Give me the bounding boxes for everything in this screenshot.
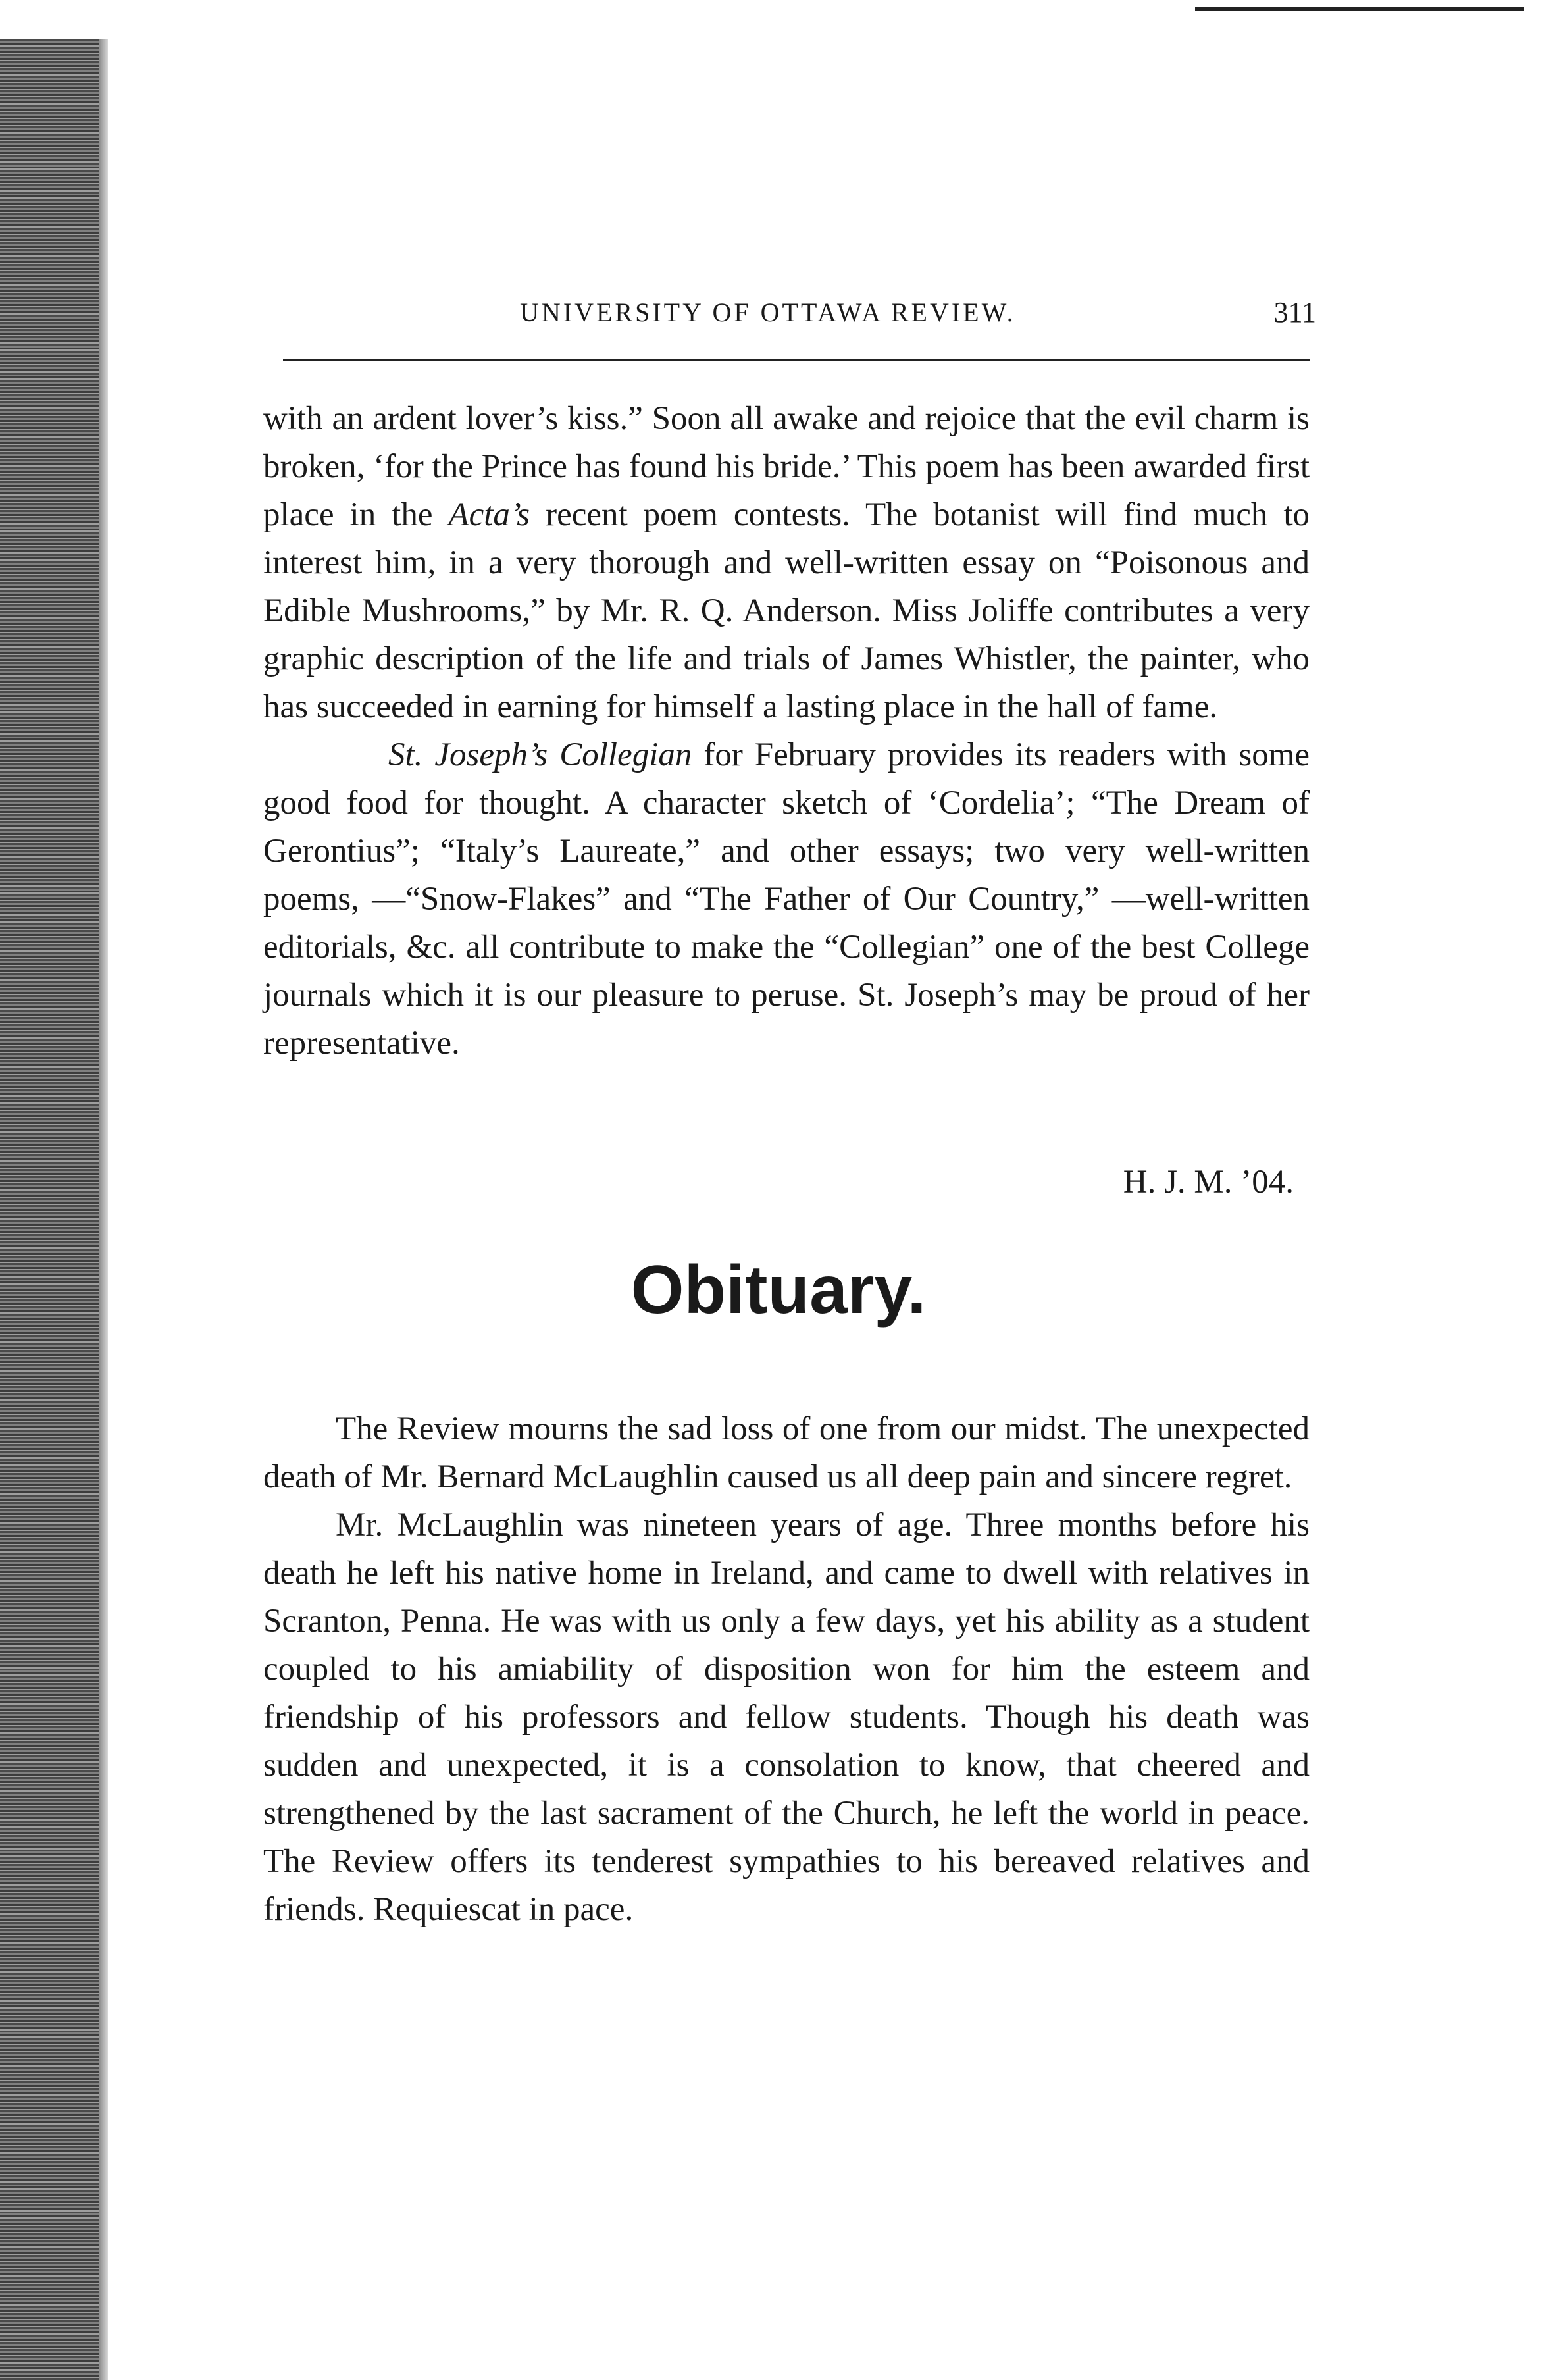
text-run: recent poem contests. The botanist will find much to interest him, in a very thorough and well-written essay on “Poisonous and Edible Mushrooms,” by Mr. R. Q. Anderson. Miss Joliffe contributes a very graphic description of the life and trials of James Whistler, the painter, who has succeeded in earning for himself a lasting place in the hall of fame. — [263, 496, 1310, 725]
obituary-paragraph-2: Mr. McLaughlin was nineteen years of age. Three months before his death he left his native home in Ireland, and came to dwell with relatives in Scranton, Penna. He was with us only a few days, yet his ability as a student coupled to his amiability of disposition won for him the esteem and friendship of his professors and fellow students. Though his death was sudden and unexpected, it is a consolation to know, that cheered and strengthened by the last sacrament of the Church, he left the world in peace. The Review offers its tenderest sympathies to his bereaved relatives and friends. Requiescat in pace. — [263, 1507, 1310, 1928]
book-spine-shadow — [0, 39, 99, 2380]
header-rule — [283, 359, 1310, 361]
page-number: 311 — [1273, 296, 1316, 328]
author-signature: H. J. M. ’04. — [1123, 1164, 1294, 1201]
paragraph-collegian-review — [263, 731, 1310, 1068]
running-head — [257, 290, 1323, 336]
section-title-obituary: Obituary. — [630, 1252, 927, 1328]
exchange-notes — [263, 395, 1310, 1068]
journal-title-acta: Acta’s — [448, 496, 530, 533]
running-title: UNIVERSITY OF OTTAWA REVIEW. — [520, 298, 1016, 327]
obituary-paragraph-1: The Review mourns the sad loss of one from our midst. The unexpected death of Mr. Bernard McLaughlin caused us all deep pain and sincere regret. — [263, 1410, 1310, 1495]
text-run: with an ardent lover’s kiss.” Soon all awake and rejoice that the evil charm is broken, ‘for the Prince has found his bride.’ This poem has been awarded first place in the — [263, 400, 1310, 533]
obituary-text — [263, 1405, 1310, 1934]
page-gutter — [99, 39, 108, 2380]
text-run: for February provides its readers with some good food for thought. A character sketch of ‘Cordelia’; “The Dream of Gerontius”; “Italy’s Laureate,” and other essays; two very well-written poems, —“Snow-Flakes” and “The Father of Our Country,” —well-written editorials, &c. all contribute to make the “Collegian” one of the best College journals which it is our pleasure to peruse. St. Joseph’s may be proud of her representative. — [263, 737, 1310, 1062]
journal-title-collegian: St. Joseph’s Collegian — [388, 737, 692, 773]
paragraph-acta-review — [263, 395, 1310, 731]
top-edge-rule — [1195, 7, 1524, 11]
